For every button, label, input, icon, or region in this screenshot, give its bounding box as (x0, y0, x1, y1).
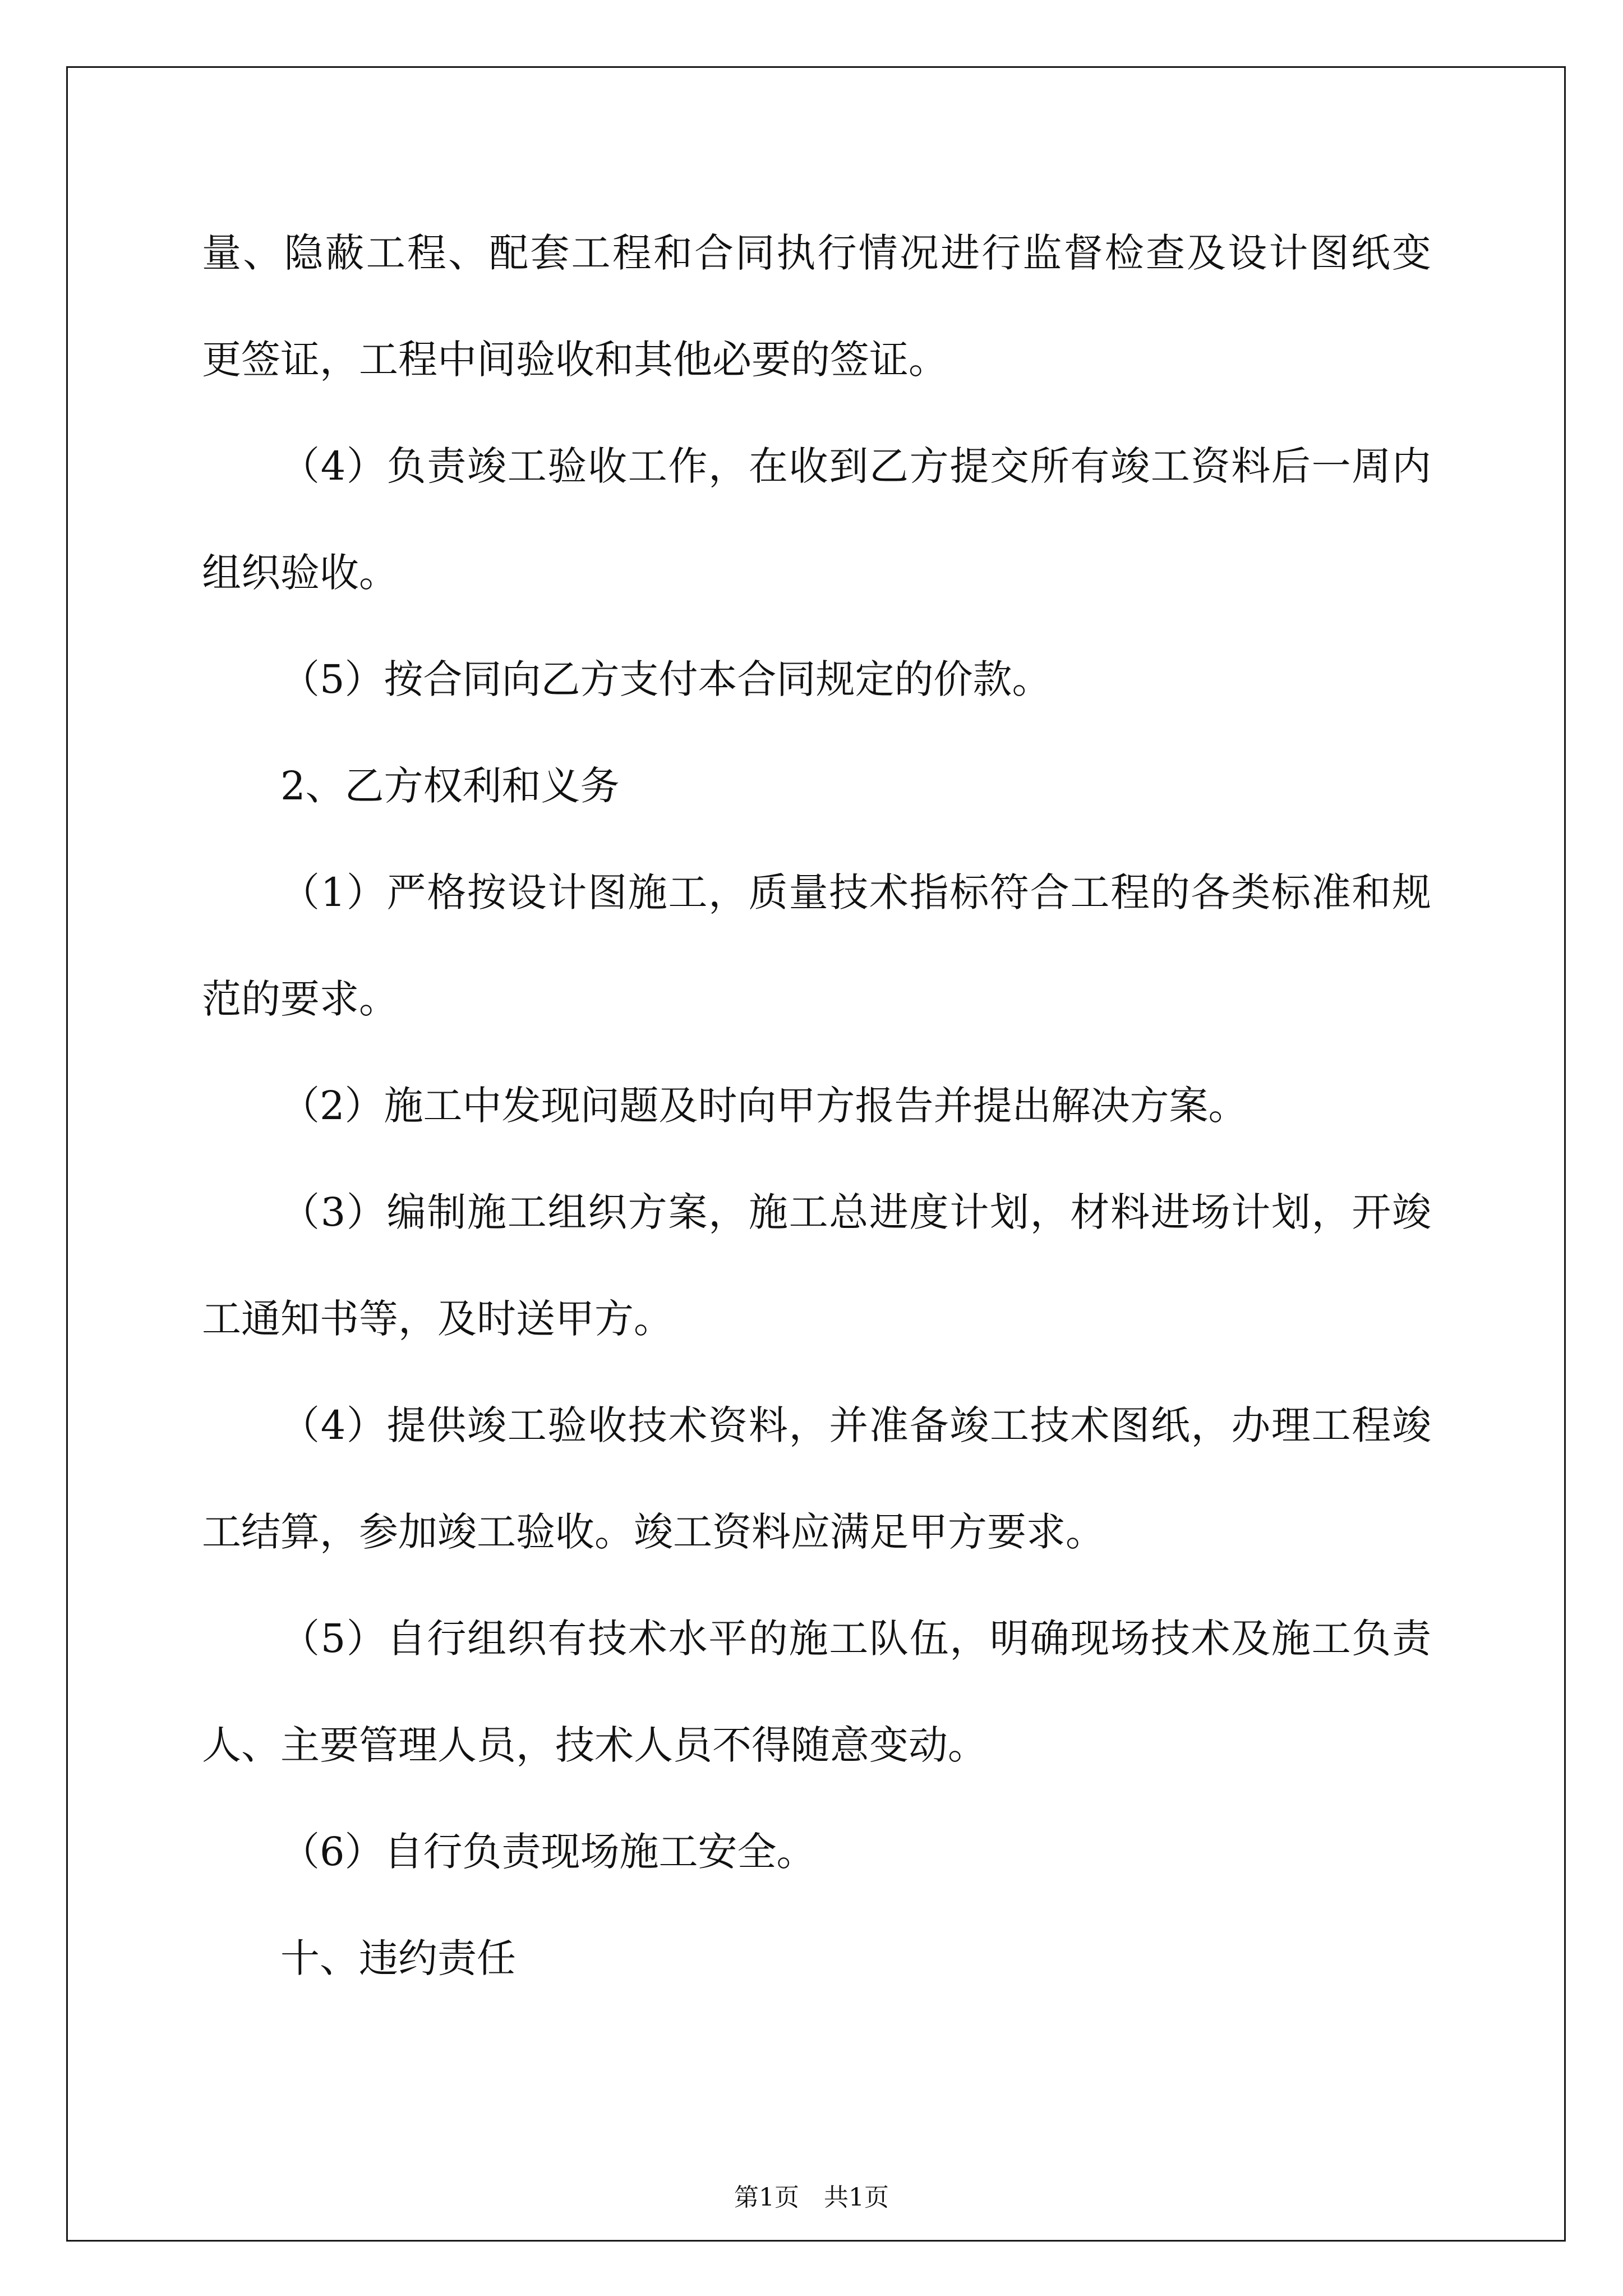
paragraph (202, 839, 1431, 1052)
text-line: 量、隐蔽工程、配套工程和合同执行情况进行监督检查及设计图纸变 (202, 230, 1431, 276)
text-line: 人、主要管理人员，技术人员不得随意变动。 (202, 1722, 987, 1768)
paragraph (202, 626, 1431, 733)
text-line: （1）严格按设计图施工，质量技术指标符合工程的各类标准和规 (280, 869, 1431, 915)
document-body (202, 200, 1431, 2012)
text-line: 工结算，参加竣工验收。竣工资料应满足甲方要求。 (202, 1509, 1105, 1555)
paragraph (202, 1052, 1431, 1159)
paragraph (202, 200, 1431, 413)
paragraph (202, 1159, 1431, 1372)
paragraph (202, 1372, 1431, 1585)
text-line: （6）自行负责现场施工安全。 (280, 1829, 816, 1875)
section-heading (202, 733, 1431, 839)
text-line: （3）编制施工组织方案，施工总进度计划，材料进场计划，开竣 (280, 1189, 1431, 1235)
page-footer: 第1页 共1页 (734, 2183, 889, 2212)
text-line: 2、乙方权利和义务 (280, 763, 620, 809)
paragraph (202, 413, 1431, 626)
text-line: （4）负责竣工验收工作，在收到乙方提交所有竣工资料后一周内 (280, 443, 1431, 489)
text-line: 组织验收。 (202, 550, 398, 596)
text-line: （4）提供竣工验收技术资料，并准备竣工技术图纸，办理工程竣 (280, 1402, 1431, 1448)
paragraph (202, 1798, 1431, 1905)
paragraph (202, 1585, 1431, 1798)
text-line: 工通知书等，及时送甲方。 (202, 1296, 673, 1342)
text-line: 范的要求。 (202, 976, 398, 1022)
section-heading (202, 1905, 1431, 2012)
text-line: 十、违约责任 (280, 1935, 516, 1981)
text-line: （5）自行组织有技术水平的施工队伍，明确现场技术及施工负责 (280, 1616, 1431, 1662)
text-line: 更签证，工程中间验收和其他必要的签证。 (202, 337, 948, 383)
text-line: （5）按合同向乙方支付本合同规定的价款。 (280, 656, 1052, 702)
text-line: （2）施工中发现问题及时向甲方报告并提出解决方案。 (280, 1083, 1248, 1129)
